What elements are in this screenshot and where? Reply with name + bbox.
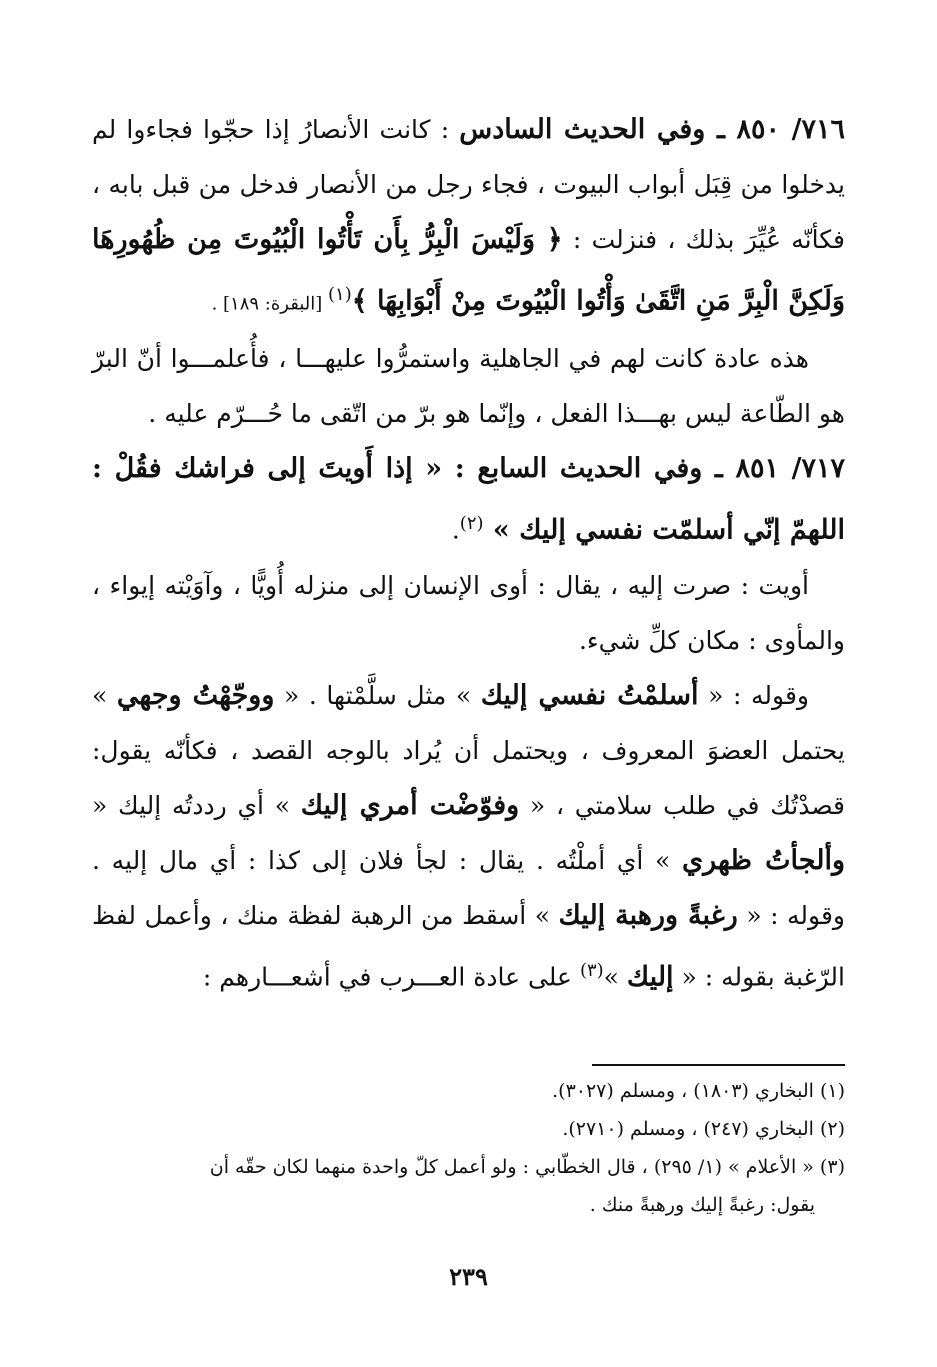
paragraph-text: : كانت الأنصارُ إذا حجّوا فجاءوا لم يدخلوا من قِبَل أبواب البيوت ، فجاء رجل من الأنصار فدخل من قبل بابه ، فكأنّه عُيِّرَ بذلك ، فنزلت : [92,115,845,254]
text-segment: » [603,961,627,991]
bold-phrase: ووجّهْتُ وجهي [116,679,275,711]
bold-phrase: رغبةً ورهبة إليك [558,899,738,931]
paragraph-hadith-717 [92,441,845,557]
quran-quote: ﴿ وَلَيْسَ الْبِرُّ بِأَن تَأْتُوا الْبُيُوتَ مِن ظُهُورِهَا وَلَكِنَّ الْبِرَّ مَنِ اتَّقَىٰ وَأْتُوا الْبُيُوتَ مِنْ أَبْوَابِهَا ﴾ [92,224,845,317]
hadith-quote: : « إذا أَويتَ إلى فراشك فقُلْ : اللهمّ إنّي أسلمّت نفسي إليك » [92,453,845,546]
text-segment: » أي أملْتُه . يقال : لجأ فلان إلى كذا : أي مال إليه . وقوله : « [92,845,845,930]
quran-reference: [البقرة: ١٨٩] . [211,293,328,315]
text-segment: » أي رددتُه إليك « [92,790,301,820]
text-segment: على عادة العـــرب في أشعـــارهم : [202,961,580,991]
paragraph-explanation: هذه عادة كانت لهم في الجاهلية واستمرُّوا عليهـــا ، فأُعلمـــوا أنّ البرّ هو الطّاعة ليس بهـــذا الفعل ، وإنّما هو برّ من اتّقى ما حُـــرّم عليه . [92,344,845,429]
bold-phrase: وألجأتُ ظهري [682,844,845,876]
footnote-marker-1: (١) [327,284,352,305]
paragraph-commentary [92,668,845,1004]
paragraph-suffix: . [451,515,460,545]
footnote-marker-3: (٣) [579,959,604,981]
paragraph-definition: أويت : صرت إليه ، يقال : أوى الإنسان إلى منزله أُويًّا ، وآوَيْته إيواء ، والمأوى : مكان كلِّ شيء. [92,570,845,655]
text-segment: » يحتمل العضوَ المعروف ، ويحتمل أن يُراد بالوجه القصد ، فكأنّه يقول: قصدْتُك في طلب سلامتي ، « [92,680,845,820]
page-number: ٢٣٩ [449,1262,488,1291]
footnote-marker-2: (٢) [459,513,484,535]
footnote-2: (٢) البخاري (٢٤٧) ، ومسلم (٢٧١٠). [562,1118,845,1140]
hadith-number-716: ٧١٦/ ٨٥٠ ـ وفي الحديث السادس [459,114,845,145]
footnote-divider [592,1064,845,1066]
text-segment: وقوله : « [698,680,809,710]
paragraph-hadith-716 [92,102,845,331]
footnote-3: (٣) « الأعلام » (١/ ٢٩٥) ، قال الخطّابي : ولو أعمل كلّ واحدة منهما لكان حقّه أن [209,1156,845,1178]
bold-phrase: وفوّضْت أمري إليك [300,789,520,821]
text-segment: » أسقط من الرهبة لفظة منك ، وأعمل لفظ الرّغبة بقوله : « [92,900,845,991]
bold-phrase: إليك [626,960,674,992]
footnote-3-continuation: يقول: رغبةً إليك ورهبةً منك . [589,1194,815,1216]
main-text [92,102,845,1004]
footnote-1: (١) البخاري (١٨٠٣) ، ومسلم (٣٠٢٧). [552,1080,845,1102]
text-segment: » مثل سلَّمْتها . « [274,680,481,710]
hadith-number-717: ٧١٧/ ٨٥١ ـ وفي الحديث السابع [477,453,845,485]
footnotes [92,1072,845,1224]
bold-phrase: أسلمْتُ نفسي إليك [480,679,699,711]
